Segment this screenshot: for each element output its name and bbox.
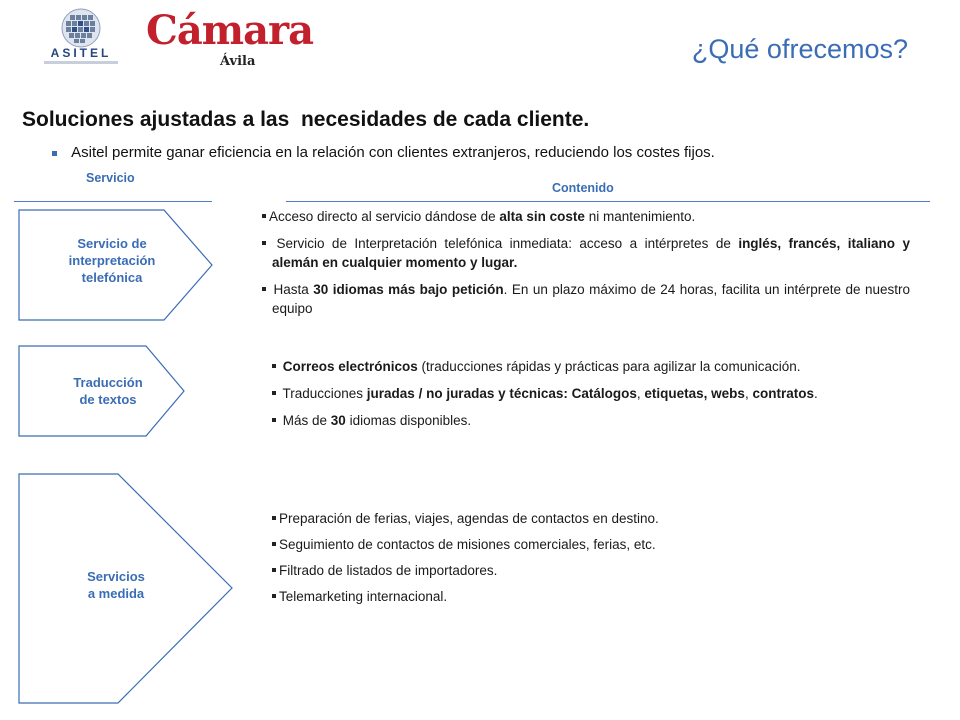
bullet-square-icon — [272, 542, 276, 546]
camara-logo-sub: Ávila — [220, 54, 256, 69]
content-block-translation — [272, 357, 924, 430]
list-item: Correos electrónicos (traducciones rápidas y prácticas para agilizar la comunicación. — [272, 357, 924, 376]
list-item: Preparación de ferias, viajes, agendas de contactos en destino. — [272, 509, 912, 528]
headline: Soluciones ajustadas a las necesidades de cada cliente. — [22, 108, 590, 131]
content-block-interpretation — [262, 207, 910, 318]
asitel-logo-tagline-bar — [44, 61, 118, 64]
bullet-square-icon — [272, 594, 276, 598]
bullet-square-icon — [272, 364, 276, 368]
camara-logo-text: Cámara — [146, 7, 313, 54]
slide-title: ¿Qué ofrecemos? — [691, 34, 908, 64]
list-item: Más de 30 idiomas disponibles. — [272, 411, 924, 430]
asitel-logo-text: ASITEL — [50, 46, 112, 60]
service-label-3: Servicios a medida — [87, 569, 145, 601]
bullet-square-icon — [272, 516, 276, 520]
column-divider-content — [286, 201, 930, 202]
column-divider-service — [14, 201, 212, 202]
bullet-square-icon — [262, 241, 266, 245]
intro-bullet-text: Asitel permite ganar eficiencia en la relación con clientes extranjeros, reduciendo los costes fijos. — [71, 144, 715, 161]
bullet-square-icon — [262, 287, 266, 291]
content-block-custom — [272, 509, 912, 606]
list-item: Acceso directo al servicio dándose de alta sin coste ni mantenimiento. — [262, 207, 910, 226]
list-item: Telemarketing internacional. — [272, 587, 912, 606]
list-item: Traducciones juradas / no juradas y técnicas: Catálogos, etiquetas, webs, contratos. — [272, 384, 924, 403]
intro-bullet — [52, 144, 715, 161]
bullet-square-icon — [272, 391, 276, 395]
bullet-square-icon — [272, 568, 276, 572]
list-item: Servicio de Interpretación telefónica inmediata: acceso a intérpretes de inglés, francés, italiano y alemán en cualquier momento y lugar. — [262, 234, 910, 272]
service-label-2: Traducción de textos — [73, 375, 143, 407]
bullet-square-icon — [262, 214, 266, 218]
bullet-square-icon — [52, 151, 57, 156]
list-item: Seguimiento de contactos de misiones comerciales, ferias, etc. — [272, 535, 912, 554]
column-header-service: Servicio — [86, 171, 135, 185]
list-item: Filtrado de listados de importadores. — [272, 561, 912, 580]
bullet-square-icon — [272, 418, 276, 422]
column-header-content: Contenido — [552, 181, 614, 195]
list-item: Hasta 30 idiomas más bajo petición. En un plazo máximo de 24 horas, facilita un intérprete de nuestro equipo — [262, 280, 910, 318]
service-label-1: Servicio de interpretación telefónica — [68, 236, 156, 285]
